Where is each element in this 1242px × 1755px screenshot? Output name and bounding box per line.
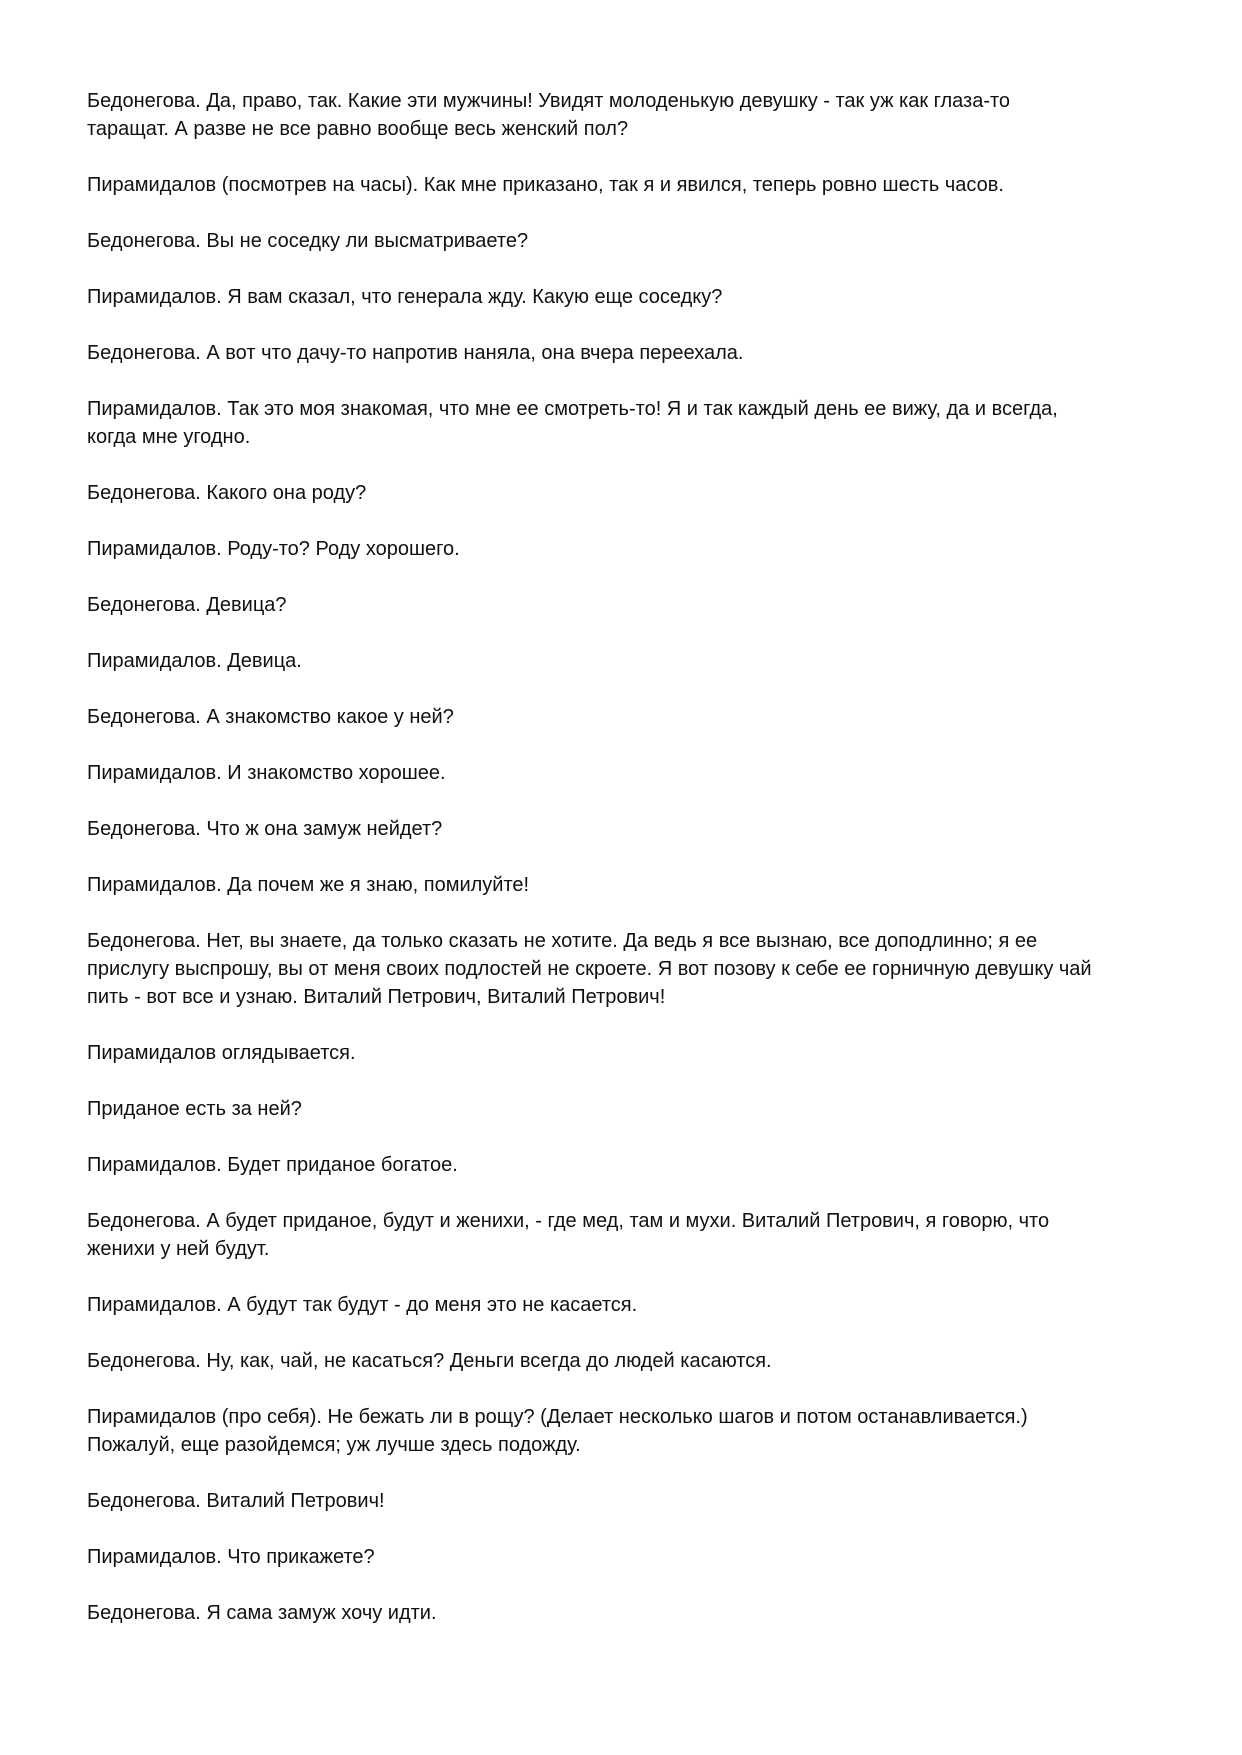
text-line: Пирамидалов. Так это моя знакомая, что мне ее смотреть-то! Я и так каждый день ее вижу, да и всегда, [87, 398, 1058, 420]
text-line: Бедонегова. Что ж она замуж нейдет? [87, 818, 443, 840]
text-line: Приданое есть за ней? [87, 1098, 302, 1120]
dialogue-paragraph [87, 395, 1167, 451]
dialogue-paragraph [87, 339, 1167, 367]
dialogue-paragraph [87, 1151, 1167, 1179]
text-line: женихи у ней будут. [87, 1238, 270, 1260]
dialogue-paragraph [87, 591, 1167, 619]
text-line: Пирамидалов. Я вам сказал, что генерала жду. Какую еще соседку? [87, 286, 723, 308]
dialogue-paragraph [87, 1543, 1167, 1571]
text-line: Бедонегова. Вы не соседку ли высматриваете? [87, 230, 529, 252]
dialogue-paragraph [87, 927, 1167, 1011]
dialogue-paragraph [87, 1403, 1167, 1459]
text-line: Пирамидалов. И знакомство хорошее. [87, 762, 446, 784]
text-line: Бедонегова. Какого она роду? [87, 482, 367, 504]
dialogue-paragraph [87, 871, 1167, 899]
text-line: Бедонегова. Ну, как, чай, не касаться? Деньги всегда до людей касаются. [87, 1350, 772, 1372]
dialogue-paragraph [87, 171, 1167, 199]
dialogue-paragraph [87, 1291, 1167, 1319]
text-line: таращат. А разве не все равно вообще весь женский пол? [87, 118, 629, 140]
text-line: Бедонегова. А знакомство какое у ней? [87, 706, 454, 728]
dialogue-paragraph [87, 815, 1167, 843]
dialogue-paragraph [87, 535, 1167, 563]
text-line: Пирамидалов. Девица. [87, 650, 302, 672]
dialogue-paragraph [87, 479, 1167, 507]
dialogue-paragraph [87, 227, 1167, 255]
text-line: Пирамидалов оглядывается. [87, 1042, 356, 1064]
text-line: Бедонегова. А вот что дачу-то напротив наняла, она вчера переехала. [87, 342, 744, 364]
dialogue-paragraph [87, 647, 1167, 675]
text-line: Бедонегова. Да, право, так. Какие эти мужчины! Увидят молоденькую девушку - так уж как глаза-то [87, 90, 1011, 112]
text-line: Пирамидалов. Будет приданое богатое. [87, 1154, 458, 1176]
dialogue-paragraph [87, 283, 1167, 311]
dialogue-paragraph [87, 703, 1167, 731]
dialogue-paragraph [87, 1487, 1167, 1515]
text-line: Бедонегова. Я сама замуж хочу идти. [87, 1602, 437, 1624]
dialogue-paragraph [87, 1095, 1167, 1123]
text-line: прислугу выспрошу, вы от меня своих подлостей не скроете. Я вот позову к себе ее горничную девушку чай [87, 958, 1092, 980]
text-line: Бедонегова. Виталий Петрович! [87, 1490, 385, 1512]
dialogue-paragraph [87, 1039, 1167, 1067]
text-line: Бедонегова. Нет, вы знаете, да только сказать не хотите. Да ведь я все вызнаю, все доподлинно; я ее [87, 930, 1038, 952]
text-line: когда мне угодно. [87, 426, 251, 448]
text-line: Пирамидалов (посмотрев на часы). Как мне приказано, так я и явился, теперь ровно шесть часов. [87, 174, 1004, 196]
dialogue-paragraph [87, 1347, 1167, 1375]
text-line: Бедонегова. А будет приданое, будут и женихи, - где мед, там и мухи. Виталий Петрович, я говорю, что [87, 1210, 1050, 1232]
dialogue-paragraph [87, 87, 1167, 143]
dialogue-paragraph [87, 1599, 1167, 1627]
text-line: Пирамидалов. Что прикажете? [87, 1546, 375, 1568]
dialogue-paragraph [87, 759, 1167, 787]
text-line: Пирамидалов. А будут так будут - до меня это не касается. [87, 1294, 638, 1316]
text-line: Пирамидалов. Да почем же я знаю, помилуйте! [87, 874, 530, 896]
document-body [87, 87, 1167, 1655]
text-line: Пирамидалов (про себя). Не бежать ли в рощу? (Делает несколько шагов и потом останавливается.) [87, 1406, 1028, 1428]
text-line: Пирамидалов. Роду-то? Роду хорошего. [87, 538, 460, 560]
dialogue-paragraph [87, 1207, 1167, 1263]
text-line: пить - вот все и узнаю. Виталий Петрович, Виталий Петрович! [87, 986, 666, 1008]
text-line: Бедонегова. Девица? [87, 594, 287, 616]
text-line: Пожалуй, еще разойдемся; уж лучше здесь подожду. [87, 1434, 581, 1456]
